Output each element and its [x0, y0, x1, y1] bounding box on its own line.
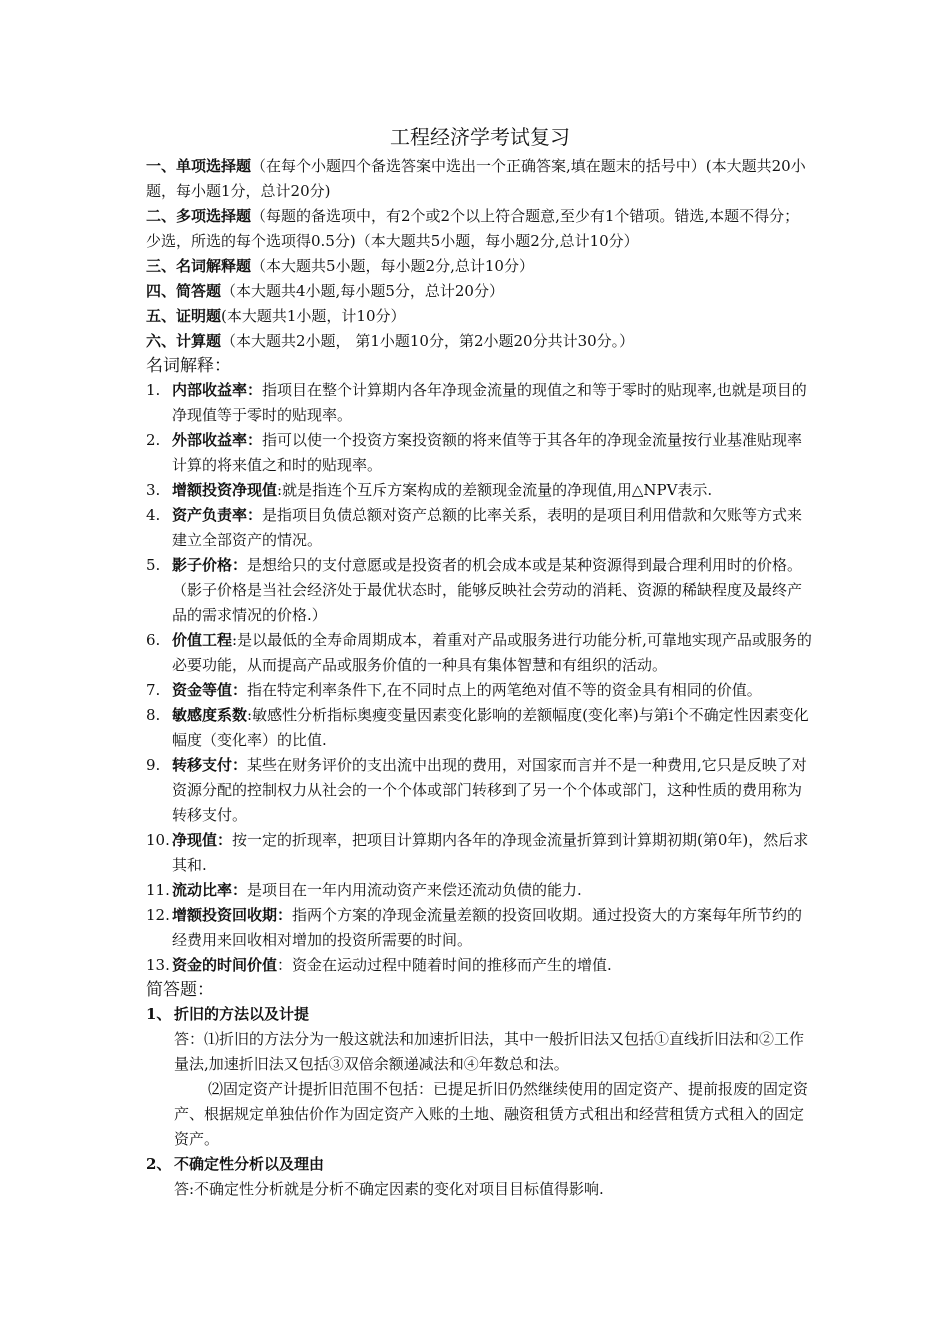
term-definition: :就是指连个互斥方案构成的差额现金流量的净现值,用△NPV表示.: [277, 481, 713, 499]
item-number: 11.: [146, 881, 170, 899]
exam-part-text: （本大题共5小题，每小题2分,总计10分）: [251, 257, 534, 275]
question-heading: [146, 1152, 814, 1177]
item-number: 9.: [146, 756, 161, 774]
term-definition: :敏感性分析指标奥瘦变量因素变化影响的差额幅度(变化率)与第i个不确定性因素变化幅度（变化率）的比值.: [172, 706, 809, 749]
list-item: [146, 953, 814, 978]
question-block: [146, 1152, 814, 1202]
term-definition: 是想给只的支付意愿或是投资者的机会成本或是某种资源得到最合理利用时的价格。（影子价格是当社会经济处于最优状态时，能够反映社会劳动的消耗、资源的稀缺程度及最终产品的需求情况的价格.）: [172, 556, 803, 624]
term-definition: ：资金在运动过程中随着时间的推移而产生的增值.: [277, 956, 612, 974]
term-definition: 指可以使一个投资方案投资额的将来值等于其各年的净现金流量按行业基准贴现率计算的将来值之和时的贴现率。: [172, 431, 803, 474]
term: 资金的时间价值: [172, 956, 278, 974]
exam-part: [146, 254, 814, 279]
term: 资金等值：: [172, 681, 248, 699]
list-item: [146, 378, 814, 428]
term: 流动比率：: [172, 881, 248, 899]
item-number: 4.: [146, 506, 161, 524]
exam-part: [146, 329, 814, 354]
list-item: [146, 428, 814, 478]
item-number: 1.: [146, 381, 161, 399]
list-item: [146, 478, 814, 503]
exam-part-label: 四、简答题: [146, 282, 222, 300]
definitions-list: [146, 378, 814, 978]
answer-paragraph: ⑵固定资产计提折旧范围不包括：已提足折旧仍然继续使用的固定资产、提前报废的固定资产、根据规定单独估价作为固定资产入账的土地、融资租赁方式租出和经营租赁方式租入的固定资产。: [174, 1080, 809, 1148]
question-block: [146, 1002, 814, 1152]
answer-paragraph: 答:不确定性分析就是分析不确定因素的变化对项目目标值得影响.: [174, 1180, 604, 1198]
term: 净现值：: [172, 831, 233, 849]
item-number: 10.: [146, 831, 170, 849]
list-item: [146, 703, 814, 753]
list-item: [146, 503, 814, 553]
exam-part-label: 一、单项选择题: [146, 157, 252, 175]
question-title: 折旧的方法以及计提: [174, 1005, 310, 1023]
term-definition: 指两个方案的净现金流量差额的投资回收期。通过投资大的方案每年所节约的经费用来回收相对增加的投资所需要的时间。: [172, 906, 803, 949]
list-item: [146, 903, 814, 953]
term: 增额投资回收期：: [172, 906, 293, 924]
term-definition: 某些在财务评价的支出流中出现的费用，对国家而言并不是一种费用,它只是反映了对资源分配的控制权力从社会的一个个体或部门转移到了另一个个体或部门，这种性质的费用称为转移支付。: [172, 756, 807, 824]
exam-part-label: 三、名词解释题: [146, 257, 252, 275]
term: 内部收益率：: [172, 381, 263, 399]
term-definition: 指在特定利率条件下,在不同时点上的两笔绝对值不等的资金具有相同的价值。: [247, 681, 762, 699]
exam-part-label: 五、证明题: [146, 307, 222, 325]
term: 资产负责率：: [172, 506, 263, 524]
exam-part: [146, 279, 814, 304]
document-page: [146, 122, 814, 1202]
exam-part-text: （本大题共2小题， 第1小题10分，第2小题20分共计30分。）: [221, 332, 635, 350]
exam-part: [146, 204, 814, 254]
item-number: 5.: [146, 556, 161, 574]
document-title: 工程经济学考试复习: [390, 125, 570, 149]
definitions-heading: 名词解释：: [146, 356, 231, 376]
question-number: 2、: [146, 1155, 172, 1173]
exam-part-text: （每题的备选项中，有2个或2个以上符合题意,至少有1个错项。错选,本题不得分；少选，所选的每个选项得0.5分)（本大题共5小题，每小题2分,总计10分）: [146, 207, 800, 250]
answer-paragraph: 答：⑴折旧的方法分为一般这就法和加速折旧法，其中一般折旧法又包括①直线折旧法和②工作量法,加速折旧法又包括③双倍余额递减法和④年数总和法。: [174, 1030, 805, 1073]
exam-part-text: (本大题共1小题，计10分）: [221, 307, 406, 325]
list-item: [146, 828, 814, 878]
item-number: 7.: [146, 681, 161, 699]
item-number: 6.: [146, 631, 161, 649]
list-item: [146, 553, 814, 628]
list-item: [146, 753, 814, 828]
exam-part: [146, 304, 814, 329]
term-definition: 按一定的折现率，把项目计算期内各年的净现金流量折算到计算期初期(第0年)，然后求其和.: [172, 831, 809, 874]
term: 价值工程: [172, 631, 233, 649]
list-item: [146, 678, 814, 703]
term-definition: 是项目在一年内用流动资产来偿还流动负债的能力.: [247, 881, 582, 899]
exam-parts: [146, 154, 814, 354]
exam-part-text: （本大题共4小题,每小题5分，总计20分）: [221, 282, 504, 300]
term: 外部收益率：: [172, 431, 263, 449]
item-number: 13.: [146, 956, 170, 974]
item-number: 2.: [146, 431, 161, 449]
exam-part: [146, 154, 814, 204]
term-definition: 是指项目负债总额对资产总额的比率关系，表明的是项目利用借款和欠账等方式来建立全部资产的情况。: [172, 506, 803, 549]
question-title: 不确定性分析以及理由: [174, 1155, 325, 1173]
item-number: 12.: [146, 906, 170, 924]
item-number: 8.: [146, 706, 161, 724]
exam-part-text: （在每个小题四个备选答案中选出一个正确答案,填在题末的括号中）(本大题共20小题，每小题1分，总计20分): [146, 157, 806, 200]
term-definition: 指项目在整个计算期内各年净现金流量的现值之和等于零时的贴现率,也就是项目的净现值等于零时的贴现率。: [172, 381, 807, 424]
term: 敏感度系数: [172, 706, 248, 724]
short-answer-heading: 简答题：: [146, 980, 214, 1000]
question-heading: [146, 1002, 814, 1027]
term: 影子价格：: [172, 556, 248, 574]
term-definition: :是以最低的全寿命周期成本，着重对产品或服务进行功能分析,可靠地实现产品或服务的必要功能，从而提高产品或服务价值的一种具有集体智慧和有组织的活动。: [172, 631, 812, 674]
exam-part-label: 二、多项选择题: [146, 207, 252, 225]
item-number: 3.: [146, 481, 161, 499]
question-number: 1、: [146, 1005, 172, 1023]
list-item: [146, 628, 814, 678]
term: 转移支付：: [172, 756, 248, 774]
list-item: [146, 878, 814, 903]
exam-part-label: 六、计算题: [146, 332, 222, 350]
term: 增额投资净现值: [172, 481, 278, 499]
